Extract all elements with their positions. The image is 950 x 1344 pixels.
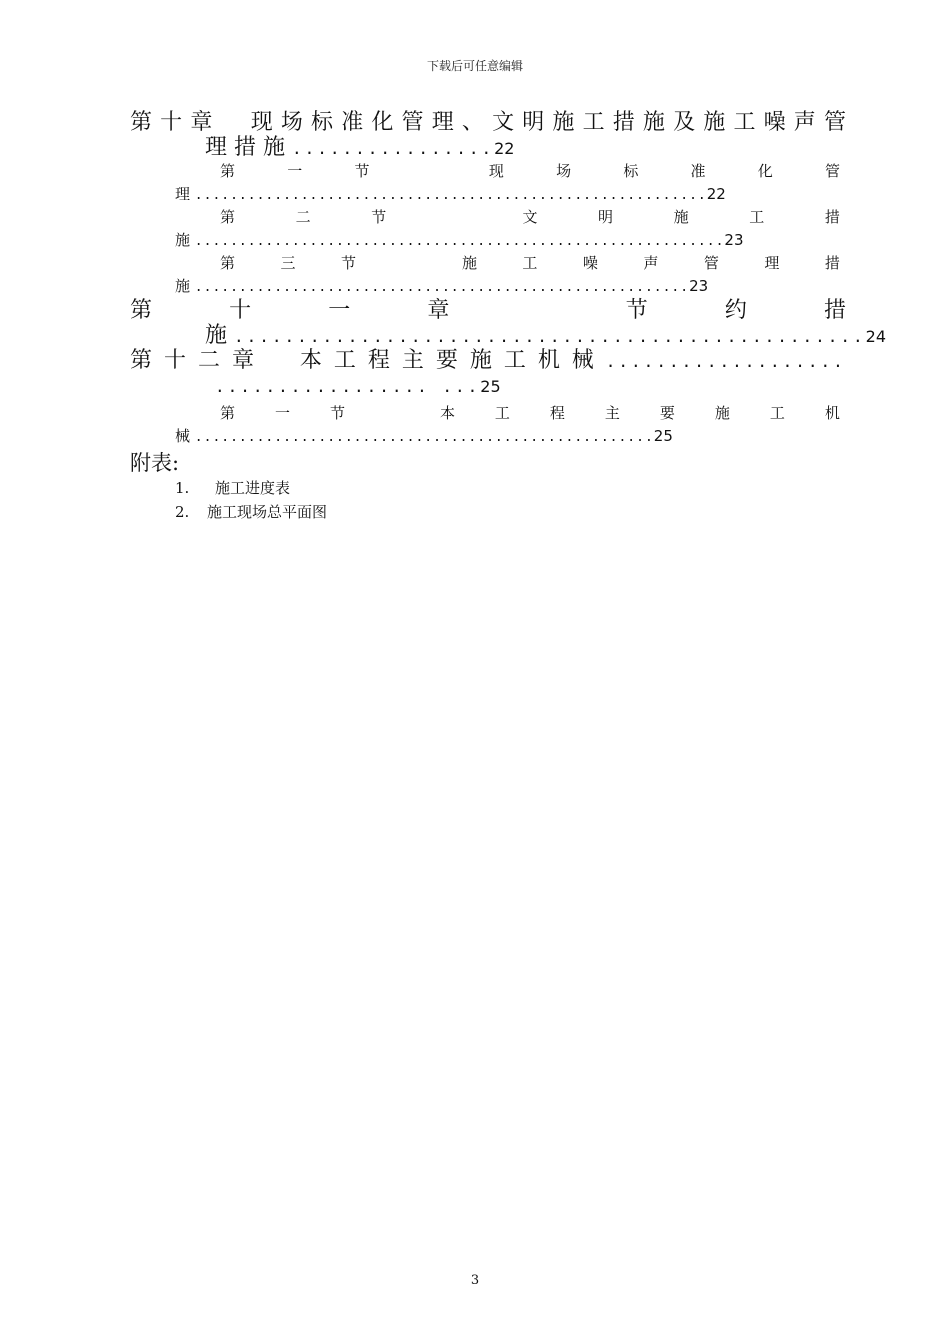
toc-title-char: 机 [824,404,840,422]
toc-title-char: 要 [435,348,458,373]
toc-title-continuation: 械 [175,427,191,445]
toc-leader-dots: ................ [292,139,495,158]
toc-title-continuation: 施 [175,231,191,249]
toc-title-char: 施 [642,110,665,135]
toc-continuation-line [175,275,840,298]
toc-title-char: 措 [824,254,840,272]
toc-title-char: 施 [703,110,726,135]
toc-title-continuation: 理 措 施 [205,135,285,160]
toc-title-char: 二 [197,348,220,373]
toc-title-char: 场 [556,162,572,180]
toc-title-char: 化 [371,110,394,135]
toc-title-gap [385,402,400,425]
toc-leader-dots: .......................................................... [194,188,707,203]
toc-title-char: 工 [503,348,526,373]
page-number: 3 [470,1273,480,1288]
toc-title-char: 工 [582,110,605,135]
toc-title-char: 程 [549,404,565,422]
appendix-item-number: 1. [175,479,190,497]
toc-title-char: 节 [354,162,370,180]
toc-title-char: 一 [328,298,351,323]
toc-entry-section-10-3[interactable] [175,252,840,298]
toc-title-char: 施 [673,208,689,226]
toc-title-char: 文 [522,208,538,226]
toc-title-char: 本 [299,348,322,373]
toc-title-char: 械 [571,348,594,373]
toc-entry-section-12-1[interactable] [175,402,840,448]
toc-title-char: 第 [130,298,153,323]
toc-title-char: 声 [643,254,659,272]
toc-title-char: 标 [623,162,639,180]
toc-title-char: 第 [130,110,153,135]
toc-title-char: 准 [341,110,364,135]
toc-title-char: 措 [612,110,635,135]
toc-title-char: 工 [733,110,756,135]
toc-title-char: 程 [367,348,390,373]
toc-title-char: 噪 [763,110,786,135]
toc-leader-dots: .................................................. [234,327,866,346]
toc-entry-chapter-11[interactable] [130,298,887,348]
toc-title-gap [221,110,243,135]
toc-title-char: 节 [371,208,387,226]
toc-title-char: 噪 [582,254,598,272]
toc-page-number: 24 [865,327,887,346]
toc-leader-dots: .................................................... [194,430,654,445]
appendix-item-label: 施工进度表 [215,479,291,497]
toc-title-gap [447,206,462,229]
toc-title-char: 现 [488,162,504,180]
toc-entry-chapter-12[interactable] [130,348,846,398]
toc-title-char: 工 [522,254,538,272]
toc-leader-dots: ............................................................ [194,234,725,249]
toc-continuation-line [175,229,840,252]
appendix-item-number: 2. [175,503,190,521]
toc-title-line [220,160,840,183]
toc-continuation-line [130,373,846,398]
toc-title-char: 节 [329,404,345,422]
toc-title-char: 工 [494,404,510,422]
toc-title-line [130,348,846,373]
toc-title-char: 文 [492,110,515,135]
toc-title-char: 声 [793,110,816,135]
toc-title-char: 现 [250,110,273,135]
toc-title-char: 明 [522,110,545,135]
toc-title-char: 及 [673,110,696,135]
toc-title-char: 一 [287,162,303,180]
toc-leader-dots: ........................................................ [194,280,690,295]
toc-title-line [220,402,840,425]
toc-title-char: 章 [231,348,254,373]
toc-title-char: 工 [769,404,785,422]
toc-title-char: 施 [469,348,492,373]
toc-title-gap [422,160,437,183]
toc-title-char: 措 [824,208,840,226]
toc-title-char: 施 [461,254,477,272]
toc-entry-chapter-10[interactable] [130,110,846,160]
toc-page-number: 25 [480,377,501,396]
toc-page-number: 22 [494,139,515,158]
toc-title-gap [401,252,416,275]
toc-title-line [130,110,846,135]
toc-title-char: 三 [280,254,296,272]
toc-title-char: 施 [714,404,730,422]
toc-title-line [130,298,846,323]
toc-title-char: 一 [274,404,290,422]
toc-title-char: 本 [439,404,455,422]
toc-continuation-line [175,183,840,206]
appendix-item-label: 施工现场总平面图 [207,503,328,521]
toc-title-char: 措 [823,298,846,323]
toc-title-char: 节 [340,254,356,272]
toc-title-char: 标 [311,110,334,135]
appendix-item [175,500,846,524]
toc-title-char: 工 [333,348,356,373]
toc-title-char: 第 [220,208,236,226]
toc-title-char: 管 [823,110,846,135]
toc-page-number: 23 [689,277,709,295]
toc-continuation-line [130,323,887,348]
toc-title-char: 第 [220,404,236,422]
toc-title-char: 准 [690,162,706,180]
toc-title-char: 化 [757,162,773,180]
toc-entry-section-10-1[interactable] [175,160,840,206]
toc-title-continuation: 施 [175,277,191,295]
toc-title-char: 机 [537,348,560,373]
toc-title-char: 管 [401,110,424,135]
toc-leader-dots: ................... [605,352,846,371]
toc-title-char: 主 [401,348,424,373]
page-header: 下载后可任意编辑 [426,59,523,73]
toc-title-continuation: 施 [205,323,228,348]
toc-title-gap [527,298,549,323]
toc-title-char: 章 [427,298,450,323]
toc-page-number: 22 [706,185,726,203]
toc-title-char: 章 [190,110,213,135]
toc-title-char: 主 [604,404,620,422]
toc-title-char: 第 [130,348,153,373]
toc-title-char: 明 [598,208,614,226]
toc-title-char: 工 [749,208,765,226]
toc-title-char: 施 [552,110,575,135]
toc-title-char: 场 [280,110,303,135]
toc-title-char: 十 [229,298,252,323]
toc-title-char: 二 [295,208,311,226]
toc-title-char: 节 [625,298,648,323]
appendix-item [175,476,846,500]
toc-leader-dots: ................. ... [215,377,481,396]
toc-title-char: 、 [461,110,484,135]
toc-title-char: 第 [220,254,236,272]
toc-title-gap [266,348,288,373]
toc-title-char: 管 [824,162,840,180]
appendix-title: 附表: [130,451,180,475]
toc-title-char: 十 [160,110,183,135]
toc-entry-section-10-2[interactable] [175,206,840,252]
toc-title-continuation: 理 [175,185,191,203]
toc-title-char: 管 [703,254,719,272]
toc-page-number: 23 [724,231,744,249]
toc-title-line [220,252,840,275]
table-of-contents [130,110,887,524]
toc-continuation-line [130,135,846,160]
toc-title-line [220,206,840,229]
toc-title-char: 要 [659,404,675,422]
toc-title-char: 理 [431,110,454,135]
toc-title-char: 十 [163,348,186,373]
toc-continuation-line [175,425,840,448]
toc-title-char: 第 [220,162,236,180]
toc-title-char: 约 [724,298,747,323]
toc-page-number: 25 [653,427,673,445]
toc-title-char: 理 [764,254,780,272]
